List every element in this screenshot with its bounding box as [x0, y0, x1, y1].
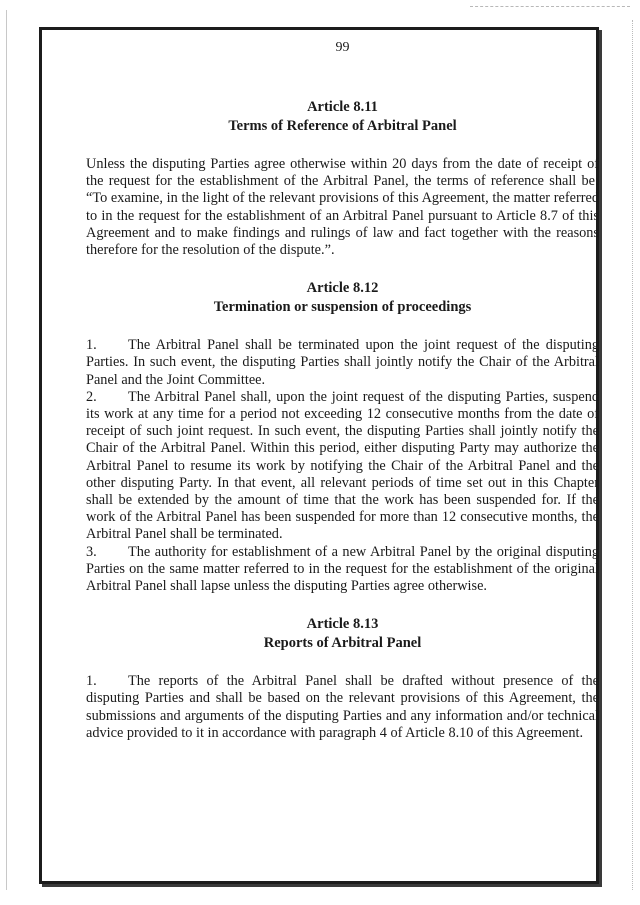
article-title: Terms of Reference of Arbitral Panel: [228, 118, 457, 134]
article-paragraph: [86, 544, 599, 596]
scan-edge-top: [470, 6, 630, 7]
article-paragraph: [86, 337, 599, 389]
scan-edge-right: [632, 20, 633, 890]
article-heading: Article 8.13: [306, 616, 379, 633]
paragraph-text: The reports of the Arbitral Panel shall be drafted without presence of the disputing Parties and shall be based on the relevant provisions of this Agreement, the submissions and arguments of the disputing Parties and any information and/or technical advice provided to it in accordance with paragraph 4 of Article 8.10 of this Agreement.: [86, 673, 599, 741]
article-title: Termination or suspension of proceedings: [213, 299, 472, 316]
article-8-12: [86, 279, 599, 595]
paragraph-text: Unless the disputing Parties agree otherwise within 20 days from the date of receipt of the request for the establishment of the Arbitral Panel, the terms of reference shall be: “To examine, in the light of the relevant provisions of this Agreement, the matter referred to in the request for the establishment of an Arbitral Panel pursuant to Article 8.7 of this Agreement and to make findings and rulings of law and fact together with the reasons therefore for the resolution of the dispute.”.: [86, 156, 599, 259]
page-number: 99: [335, 40, 350, 55]
article-paragraph: [86, 673, 599, 742]
article-paragraph: [86, 156, 599, 259]
article-8-13: [86, 615, 599, 742]
article-heading: Article 8.12: [306, 280, 379, 297]
paragraph-text: The Arbitral Panel shall be terminated upon the joint request of the disputing Parties. In such event, the disputing Parties shall jointly notify the Chair of the Arbitral Panel and the Joint Committee.: [86, 337, 599, 388]
paragraph-number: 1.: [86, 337, 97, 354]
page-content: [86, 40, 599, 742]
paragraph-number: 1.: [86, 673, 97, 690]
paragraph-text: The authority for establishment of a new Arbitral Panel by the original disputing Parties on the same matter referred to in the request for the establishment of the original Arbitral Panel shall lapse unless the disputing Parties agree otherwise.: [86, 543, 599, 595]
paragraph-number: 2.: [86, 388, 97, 405]
article-heading: Article 8.11: [307, 99, 378, 115]
scan-edge-left: [6, 10, 7, 890]
article-paragraph: [86, 389, 599, 544]
article-8-11: [86, 98, 599, 259]
article-title: Reports of Arbitral Panel: [263, 635, 422, 652]
paragraph-text: The Arbitral Panel shall, upon the joint request of the disputing Parties, suspend its work at any time for a period not exceeding 12 consecutive months from the date of receipt of such joint request. In such event, the disputing Parties shall jointly notify the Chair of the Arbitral Panel. Within this period, either disputing Party may authorize the Arbitral Panel to resume its work by notifying the Chair of the Arbitral Panel and the other disputing Party. In that event, all relevant periods of time set out in this Chapter shall be extended by the amount of time that the work has been suspended for. If the work of the Arbitral Panel has been suspended for more than 12 consecutive months, the Arbitral Panel shall be terminated.: [86, 388, 599, 543]
paragraph-number: 3.: [86, 543, 97, 560]
